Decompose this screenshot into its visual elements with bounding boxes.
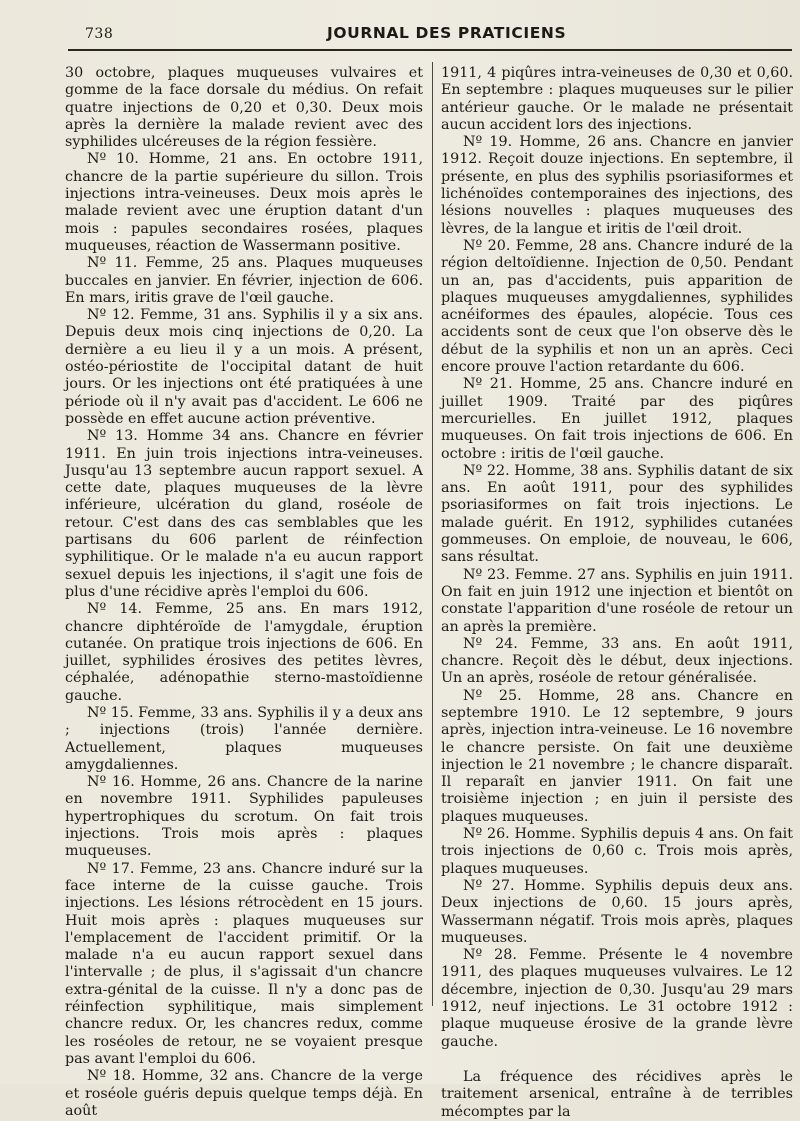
case-22-paragraph: Nº 22. Homme, 38 ans. Syphilis datant de six ans. En août 1911, pour des syphilides psoriasiformes on fait trois injections. Le malade guérit. En 1912, syphilides cutanées gommeuses. On emploie, de nouveau, le 606, sans résultat. (441, 462, 793, 566)
case-26-paragraph: Nº 26. Homme. Syphilis depuis 4 ans. On fait trois injections de 0,60 c. Trois mois après, plaques muqueuses. (441, 826, 793, 877)
case-28-paragraph: Nº 28. Femme. Présente le 4 novembre 1911, des plaques muqueuses vulvaires. Le 12 décembre, injection de 0,30. Jusqu'au 29 mars 1912, neuf injections. Le 31 octobre 1912 : plaque muqueuse érosive de la grande lèvre gauche. (441, 947, 793, 1050)
case-15-paragraph: Nº 15. Femme, 33 ans. Syphilis il y a deux ans ; injections (trois) l'année dernière. Actuellement, plaques muqueuses amygdaliennes. (65, 704, 423, 773)
right-column (441, 65, 793, 1121)
case-12-paragraph: Nº 12. Femme, 31 ans. Syphilis il y a six ans. Depuis deux mois cinq injections de 0,20. La dernière a eu lieu il y a un mois. A présent, ostéo-périostite de l'occipital datant de huit jours. Or les injections ont été pratiquées à une période où il n'y avait pas d'accident. Le 606 ne possède en effet aucune action préventive. (65, 307, 423, 427)
header-rule (68, 49, 792, 51)
page-header (65, 22, 790, 44)
page-number: 738 (85, 26, 114, 42)
paragraph-continuation: 30 octobre, plaques muqueuses vulvaires et gomme de la face dorsale du médius. On refait quatre injections de 0,20 et 0,30. Deux mois après la dernière la malade revient avec des syphilides ulcéreuses de la région fessière. (65, 65, 423, 151)
case-23-paragraph: Nº 23. Femme. 27 ans. Syphilis en juin 1911. On fait en juin 1912 une injection et bientôt on constate l'apparition d'une roséole de retour un an après la première. (441, 566, 793, 635)
case-18-paragraph: Nº 18. Homme, 32 ans. Chancre de la verge et roséole guéris depuis quelque temps déjà. En août (65, 1068, 423, 1119)
running-title: JOURNAL DES PRATICIENS (327, 24, 567, 42)
case-21-paragraph: Nº 21. Homme, 25 ans. Chancre induré en juillet 1909. Traité par des piqûres mercurielles. En juillet 1912, plaques muqueuses. On fait trois injections de 606. En octobre : iritis de l'œil gauche. (441, 376, 793, 462)
case-24-paragraph: Nº 24. Femme, 33 ans. En août 1911, chancre. Reçoit dès le début, deux injections. Un an après, roséole de retour généralisée. (441, 635, 793, 687)
case-14-paragraph: Nº 14. Femme, 25 ans. En mars 1912, chancre diphtéroïde de l'amygdale, éruption cutanée. On pratique trois injections de 606. En juillet, syphilides érosives des petites lèvres, céphalée, adénopathie sterno-mastoïdienne gauche. (65, 601, 423, 704)
case-11-paragraph: Nº 11. Femme, 25 ans. Plaques muqueuses buccales en janvier. En février, injection de 606. En mars, iritis grave de l'œil gauche. (65, 255, 423, 306)
case-16-paragraph: Nº 16. Homme, 26 ans. Chancre de la narine en novembre 1911. Syphilides papuleuses hypertrophiques du scrotum. On fait trois injections. Trois mois après : plaques muqueuses. (65, 774, 423, 860)
case-10-paragraph: Nº 10. Homme, 21 ans. En octobre 1911, chancre de la partie supérieure du sillon. Trois injections intra-veineuses. Deux mois après le malade revient avec une éruption datant d'un mois : papules secondaires rosées, plaques muqueuses, réaction de Wassermann positive. (65, 151, 423, 254)
case-19-paragraph: Nº 19. Homme, 26 ans. Chancre en janvier 1912. Reçoit douze injections. En septembre, il présente, en plus des syphilis psoriasiformes et lichénoïdes contemporaines des injections, des lésions nouvelles : plaques muqueuses des lèvres, de la langue et iritis de l'œil droit. (441, 134, 793, 237)
case-13-paragraph: Nº 13. Homme 34 ans. Chancre en février 1911. En juin trois injections intra-veineuses. Jusqu'au 13 septembre aucun rapport sexuel. A cette date, plaques muqueuses de la lèvre inférieure, ulcération du gland, roséole de retour. C'est dans des cas semblables que les partisans du 606 parlent de réinfection syphilitique. Or le malade n'a eu aucun rapport sexuel depuis les injections, il s'agit une fois de plus d'une récidive après l'emploi du 606. (65, 428, 423, 600)
case-20-paragraph: Nº 20. Femme, 28 ans. Chancre induré de la région deltoïdienne. Injection de 0,50. Pendant un an, pas d'accidents, puis apparition de plaques muqueuses amygdaliennes, syphilides acnéiformes des épaules, alopécie. Tous ces accidents sont de ceux que l'on observe dès le début de la syphilis et non un an après. Ceci encore prouve l'action retardante du 606. (441, 237, 793, 376)
case-17-paragraph: Nº 17. Femme, 23 ans. Chancre induré sur la face interne de la cuisse gauche. Trois injections. Les lésions rétrocèdent en 15 jours. Huit mois après : plaques muqueuses sur l'emplacement de l'accident primitif. Or la malade n'a eu aucun rapport sexuel dans l'intervalle ; de plus, il s'agissait d'un chancre extra-génital de la cuisse. Il n'y a donc pas de réinfection syphilitique, mais simplement chancre redux. Or, les chancres redux, comme les roséoles de retour, ne se voyaient presque pas avant l'emploi du 606. (65, 860, 423, 1067)
left-column (65, 65, 423, 1120)
case-25-paragraph: Nº 25. Homme, 28 ans. Chancre en septembre 1910. Le 12 septembre, 9 jours après, injection intra-veineuse. Le 16 novembre le chancre persiste. On fait une deuxième injection le 21 novembre ; le chancre disparaît. Il reparaît en janvier 1911. On fait une troisième injection ; en juin il persiste des plaques muqueuses. (441, 687, 793, 825)
case-18-continuation: 1911, 4 piqûres intra-veineuses de 0,30 et 0,60. En septembre : plaques muqueuses sur le pilier antérieur gauche. Or le malade ne présentait aucun accident lors des injections. (441, 65, 793, 133)
case-27-paragraph: Nº 27. Homme. Syphilis depuis deux ans. Deux injections de 0,60. 15 jours après, Wassermann négatif. Trois mois après, plaques muqueuses. (441, 877, 793, 946)
column-divider (432, 62, 433, 1006)
conclusion-paragraph: La fréquence des récidives après le traitement arsenical, entraîne à de terribles mécomptes par la (441, 1068, 793, 1120)
